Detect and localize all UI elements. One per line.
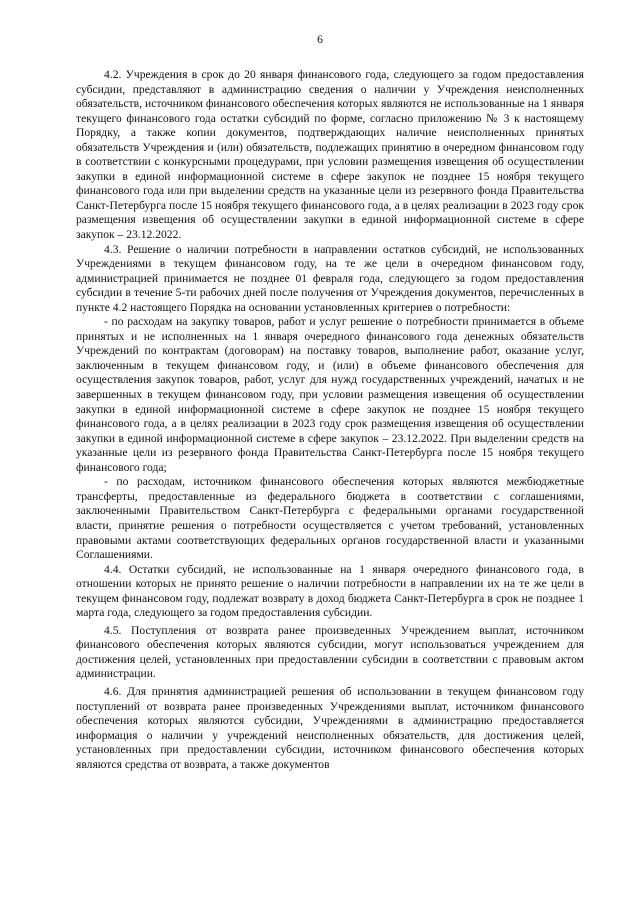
paragraph-procurement-expenses: - по расходам на закупку товаров, работ и услуг решение о потребности принимается в объеме принятых и не исполненных на 1 января очередного финансового года денежных обязательств Учреждений по контрактам (договорам) на поставку товаров, выполнение работ, оказание услуг, заключенным в текущем финансовом году, и (или) в объеме финансового обеспечения для осуществления закупок товаров, работ, услуг для нужд государственных учреждений, начатых и не завершенных в текущем финансовом году, при условии размещения извещения об осуществлении закупки в единой информационной системе в сфере закупок не позднее 15 ноября текущего финансового года, а в целях реализации в 2023 году срок размещения извещения об осуществлении закупки в единой информационной системе в сфере закупок – 23.12.2022. При выделении средств на указанные цели из резервного фонда Правительства Санкт-Петербурга после 15 ноября текущего финансового года;: [76, 315, 584, 474]
paragraph-4-5: 4.5. Поступления от возврата ранее произведенных Учреждением выплат, источником финансового обеспечения которых являются субсидии, могут использоваться учреждением для достижения целей, установленных при предоставлении субсидии в соответствии с правовым актом администрации.: [76, 623, 584, 681]
paragraph-4-6: 4.6. Для принятия администрацией решения об использовании в текущем финансовом году поступлений от возврата ранее произведенных Учреждениями выплат, источником финансового обеспечения которых являются субсидии, Учреждениями в администрацию предоставляется информация о наличии у учреждений неисполненных обязательств, для достижения целей, установленных при предоставлении субсидии, источником финансового обеспечения которых являются средства от возврата, а также документов: [76, 684, 584, 771]
page-number: 6: [317, 34, 323, 46]
paragraph-4-2: 4.2. Учреждения в срок до 20 января финансового года, следующего за годом предоставления субсидии, представляют в администрацию сведения о наличии у Учреждения неисполненных обязательств, источником финансового обеспечения которых являются не использованные на 1 января текущего финансового года остатки субсидий по форме, согласно приложению № 3 к настоящему Порядку, а также копии документов, подтверждающих наличие неисполненных принятых обязательств Учреждения и (или) обязательств, подлежащих принятию в очередном финансовом году в соответствии с конкурсными процедурами, при условии размещения извещения об осуществлении закупки в единой информационной системе в сфере закупок не позднее 15 ноября текущего финансового года или при выделении средств на указанные цели из резервного фонда Правительства Санкт-Петербурга после 15 ноября текущего финансового года, а в целях реализации в 2023 году срок размещения извещения об осуществлении закупки в единой информационной системе в сфере закупок – 23.12.2022.: [76, 68, 584, 242]
document-body: [76, 68, 584, 772]
paragraph-federal-transfers: - по расходам, источником финансового обеспечения которых являются межбюджетные трансферты, предоставленные из федерального бюджета в соответствии с соглашениями, заключенными Правительством Санкт-Петербурга с федеральными органами государственной власти, принятие решения о потребности осуществляется с учетом требований, установленных правовыми актами соответствующих федеральных органов государственной власти и указанными Соглашениями.: [76, 475, 584, 562]
paragraph-4-4: 4.4. Остатки субсидий, не использованные на 1 января очередного финансового года, в отношении которых не принято решение о наличии потребности в направлении их на те же цели в текущем финансовом году, подлежат возврату в доход бюджета Санкт-Петербурга в срок не позднее 1 марта года, следующего за годом предоставления субсидии.: [76, 562, 584, 620]
paragraph-4-3: 4.3. Решение о наличии потребности в направлении остатков субсидий, не использованных Учреждениями в текущем финансовом году, на те же цели в очередном финансовом году, администрацией принимается не позднее 01 февраля года, следующего за годом предоставления субсидии в течение 5-ти рабочих дней после получения от Учреждения документов, перечисленных в пункте 4.2 настоящего Порядка на основании установленных критериев о потребности:: [76, 242, 584, 314]
